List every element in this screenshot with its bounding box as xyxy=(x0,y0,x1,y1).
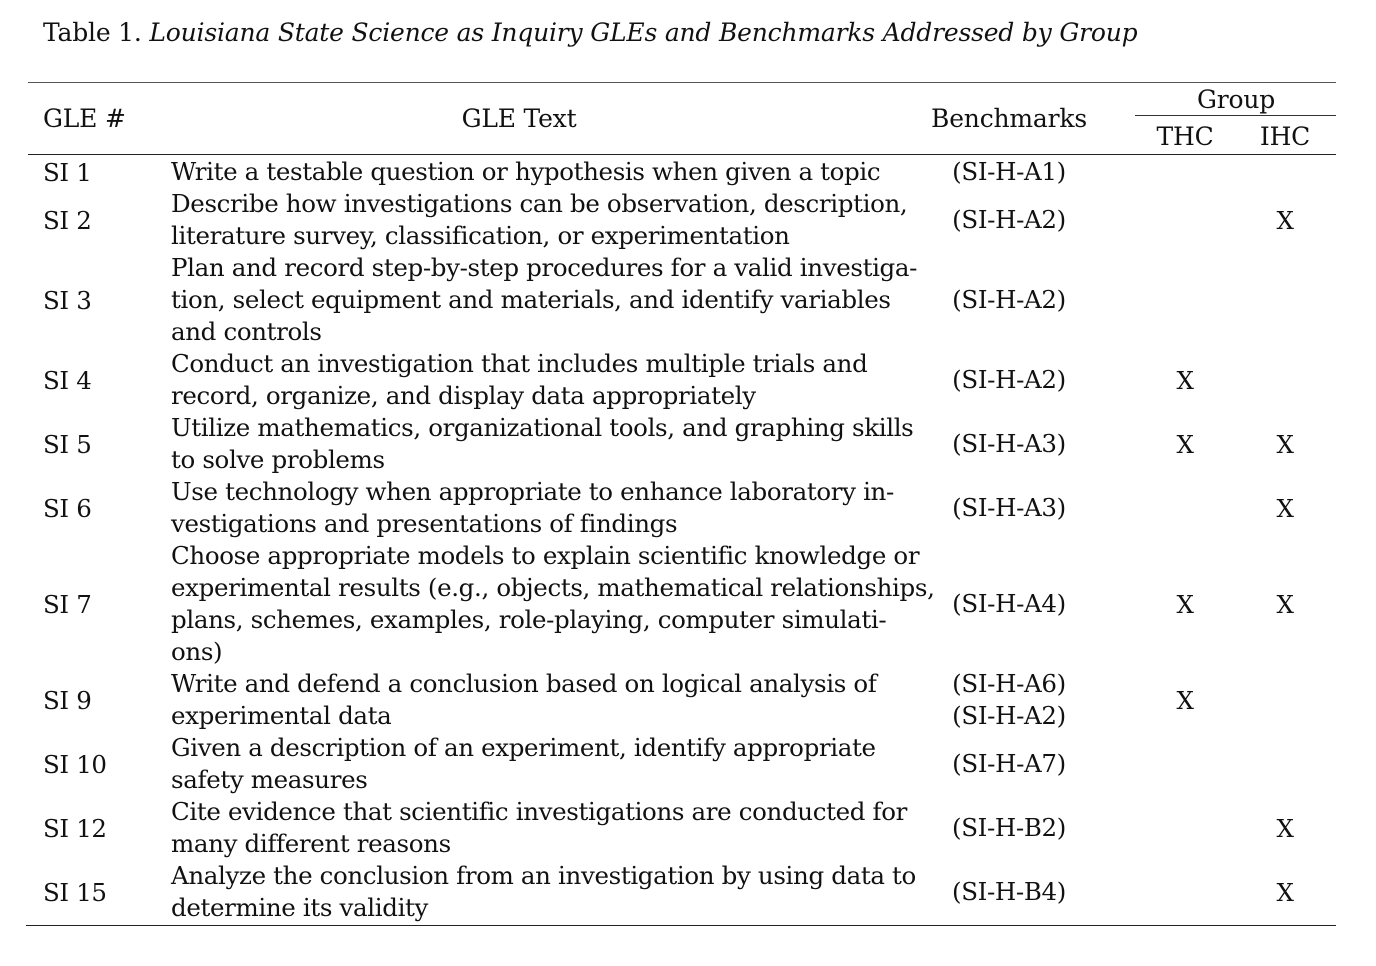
gle-text-line: vestigations and presentations of findings xyxy=(171,509,678,538)
gle-id: SI 5 xyxy=(43,429,92,459)
benchmark xyxy=(940,668,1078,732)
gle-text-line: Use technology when appropriate to enhance laboratory in- xyxy=(171,477,894,506)
benchmark-code: (SI-H-B4) xyxy=(952,877,1066,906)
benchmark-code: (SI-H-A2) xyxy=(952,365,1066,394)
table-row xyxy=(0,252,1376,348)
gle-id: SI 6 xyxy=(43,493,92,523)
benchmark xyxy=(940,796,1078,860)
gle-text-line: and controls xyxy=(171,317,322,346)
thc-mark xyxy=(1145,796,1225,860)
benchmark-code: (SI-H-B2) xyxy=(952,813,1066,842)
table-body xyxy=(0,156,1376,924)
benchmark-code: (SI-H-A4) xyxy=(952,589,1066,618)
benchmark xyxy=(940,188,1078,252)
thc-mark: X xyxy=(1176,685,1194,715)
table-row xyxy=(0,348,1376,412)
gle-text xyxy=(171,188,908,252)
gle-text xyxy=(171,476,894,540)
header-gle-text: GLE Text xyxy=(461,104,577,133)
benchmark xyxy=(940,476,1078,540)
gle-id: SI 12 xyxy=(43,813,107,843)
benchmark-code: (SI-H-A2) xyxy=(952,285,1066,314)
gle-text-line: Analyze the conclusion from an investigation by using data to xyxy=(171,861,916,890)
ihc-mark: X xyxy=(1276,429,1294,459)
gle-id: SI 7 xyxy=(43,589,92,619)
ihc-mark: X xyxy=(1276,877,1294,907)
gle-text-line: Given a description of an experiment, identify appropriate xyxy=(171,733,876,762)
gle-text-line: literature survey, classification, or experimentation xyxy=(171,221,790,250)
gle-text-line: safety measures xyxy=(171,765,368,794)
thc-mark xyxy=(1145,156,1225,188)
gle-text xyxy=(171,540,935,668)
gle-text-line: to solve problems xyxy=(171,445,385,474)
gle-text xyxy=(171,668,891,732)
table-row xyxy=(0,156,1376,188)
gle-id: SI 2 xyxy=(43,205,92,235)
ihc-mark: X xyxy=(1276,493,1294,523)
benchmark-code: (SI-H-A6) xyxy=(952,669,1066,698)
gle-text xyxy=(171,796,907,860)
benchmark-code: (SI-H-A7) xyxy=(952,749,1066,778)
gle-text-line: plans, schemes, examples, role-playing, computer simulati- xyxy=(171,605,887,634)
table-row xyxy=(0,188,1376,252)
table-top-rule xyxy=(28,82,1336,83)
ihc-mark xyxy=(1245,156,1325,188)
gle-text-line: Write and defend a conclusion based on logical analysis of xyxy=(171,669,877,698)
table-row xyxy=(0,412,1376,476)
table-row xyxy=(0,668,1376,732)
ihc-mark xyxy=(1245,348,1325,412)
gle-id: SI 4 xyxy=(43,365,92,395)
gle-id: SI 9 xyxy=(43,685,92,715)
gle-text-line: ons) xyxy=(171,637,223,666)
gle-text xyxy=(171,732,891,796)
gle-text xyxy=(171,860,916,924)
gle-id: SI 1 xyxy=(43,157,92,187)
gle-text-line: Conduct an investigation that includes multiple trials and xyxy=(171,349,868,378)
gle-text xyxy=(171,412,914,476)
ihc-mark xyxy=(1245,252,1325,348)
header-ihc: IHC xyxy=(1259,122,1311,151)
thc-mark: X xyxy=(1176,589,1194,619)
gle-text-line: experimental data xyxy=(171,701,392,730)
thc-mark xyxy=(1145,732,1225,796)
header-benchmarks: Benchmarks xyxy=(931,104,1087,133)
benchmark-code: (SI-H-A2) xyxy=(952,701,1066,730)
gle-text-line: Utilize mathematics, organizational tools, and graphing skills xyxy=(171,413,914,442)
table-row xyxy=(0,860,1376,924)
header-gle-number: GLE # xyxy=(43,104,126,133)
benchmark-code: (SI-H-A2) xyxy=(952,205,1066,234)
table-row xyxy=(0,732,1376,796)
gle-id: SI 15 xyxy=(43,877,107,907)
group-header-rule xyxy=(1135,115,1336,116)
gle-text-line: Write a testable question or hypothesis when given a topic xyxy=(171,157,881,186)
table-row xyxy=(0,540,1376,668)
gle-text-line: Cite evidence that scientific investigations are conducted for xyxy=(171,797,907,826)
ihc-mark xyxy=(1245,668,1325,732)
thc-mark: X xyxy=(1176,365,1194,395)
gle-text-line: Describe how investigations can be observation, description, xyxy=(171,189,908,218)
benchmark xyxy=(940,540,1078,668)
caption-prefix: Table 1. xyxy=(43,18,142,47)
ihc-mark: X xyxy=(1276,589,1294,619)
header-group: Group xyxy=(1196,85,1276,114)
thc-mark: X xyxy=(1176,429,1194,459)
ihc-mark: X xyxy=(1276,813,1294,843)
benchmark xyxy=(940,252,1078,348)
gle-text xyxy=(171,348,891,412)
table-row xyxy=(0,796,1376,860)
gle-id: SI 10 xyxy=(43,749,107,779)
benchmark xyxy=(940,860,1078,924)
benchmark-code: (SI-H-A3) xyxy=(952,429,1066,458)
gle-text-line: tion, select equipment and materials, and identify variables xyxy=(171,285,891,314)
gle-text-line: experimental results (e.g., objects, mathematical relationships, xyxy=(171,573,935,602)
benchmark-code: (SI-H-A1) xyxy=(952,157,1066,186)
table-row xyxy=(0,476,1376,540)
thc-mark xyxy=(1145,476,1225,540)
benchmark xyxy=(940,412,1078,476)
table-bottom-rule xyxy=(26,925,1336,926)
gle-text-line: Choose appropriate models to explain scientific knowledge or xyxy=(171,541,920,570)
header-thc: THC xyxy=(1156,122,1214,151)
ihc-mark xyxy=(1245,732,1325,796)
gle-text-line: determine its validity xyxy=(171,893,429,922)
gle-text-line: record, organize, and display data appropriately xyxy=(171,381,756,410)
thc-mark xyxy=(1145,188,1225,252)
ihc-mark: X xyxy=(1276,205,1294,235)
benchmark-code: (SI-H-A3) xyxy=(952,493,1066,522)
table-header-rule xyxy=(28,154,1336,155)
thc-mark xyxy=(1145,252,1225,348)
gle-id: SI 3 xyxy=(43,285,92,315)
gle-text-line: many different reasons xyxy=(171,829,451,858)
thc-mark xyxy=(1145,860,1225,924)
benchmark xyxy=(940,732,1078,796)
benchmark xyxy=(940,348,1078,412)
gle-text xyxy=(171,252,918,348)
gle-text xyxy=(171,156,891,188)
table-caption xyxy=(43,18,1137,47)
gle-text-line: Plan and record step-by-step procedures for a valid investiga- xyxy=(171,253,918,282)
benchmark xyxy=(940,156,1078,188)
caption-title: Louisiana State Science as Inquiry GLEs and Benchmarks Addressed by Group xyxy=(149,18,1138,47)
